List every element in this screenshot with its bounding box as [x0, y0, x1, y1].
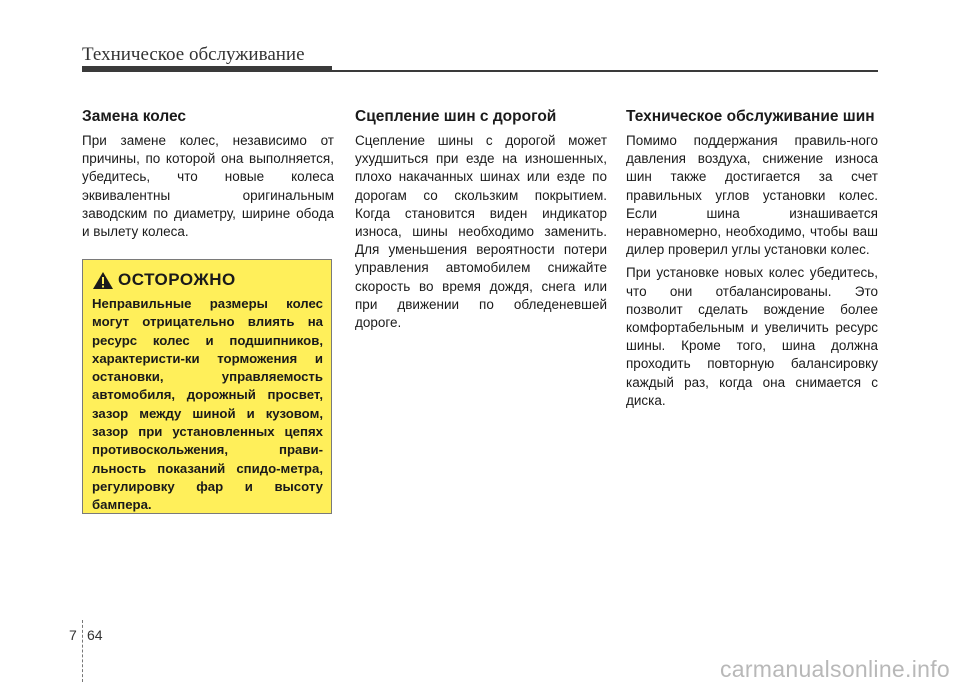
section-paragraph: При установке новых колес убедитесь, что они отбалансированы. Это позволит сделать вождение более комфортабельным и увеличить ресурс шины. Кроме того, шина должна проходить повторную балансировку каждый раз, когда она снимается с диска.	[626, 265, 878, 408]
section-paragraph: При замене колес, независимо от причины, по которой она выполняется, убедитесь, что новые колеса эквивалентны оригинальным заводским по диаметру, ширине обода и вылету колеса.	[82, 133, 334, 240]
page-header-title: Техническое обслуживание	[82, 44, 305, 65]
watermark: carmanualsonline.info	[719, 656, 950, 682]
page-number: 64	[87, 627, 103, 643]
footer-divider	[82, 620, 83, 682]
caution-title: ОСТОРОЖНО	[118, 270, 236, 289]
section-tire-maintenance	[626, 108, 878, 415]
section-wheel-replacement	[82, 108, 334, 246]
section-paragraph: Сцепление шины с дорогой может ухудшиться при езде на изношенных, плохо накачанных шинах или езде по дорогам со скользким покрытием. Когда становится виден индикатор износа, шины необходимо заменить. Для уменьшения вероятности потери управления автомобилем снижайте скорость во время дождя, снега или при движении по обледеневшей дороге.	[355, 133, 607, 331]
section-heading: Техническое обслуживание шин	[626, 108, 875, 125]
section-number: 7	[69, 627, 77, 643]
section-paragraph: Помимо поддержания правиль-ного давления воздуха, снижение износа шин также достигается за счет правильных углов установки колес. Если шина изнашивается неравномерно, необходимо, чтобы ваш дилер проверил углы установки колес.	[626, 133, 878, 258]
caution-header	[92, 270, 323, 290]
header-rule-thin	[332, 70, 878, 72]
section-tire-traction	[355, 108, 607, 337]
section-heading: Сцепление шин с дорогой	[355, 108, 557, 125]
header-rule-thick	[82, 66, 332, 72]
caution-text: Неправильные размеры колес могут отрицательно влиять на ресурс колес и подшипников, характеристи-ки торможения и остановки, управляемость автомобиля, дорожный просвет, зазор между шиной и кузовом, зазор при установленных цепях противоскольжения, прави-льность показаний спидо-метра, регулировку фар и высоту бампера.	[92, 296, 323, 513]
warning-triangle-icon	[92, 271, 114, 290]
caution-box	[82, 259, 332, 514]
section-heading: Замена колес	[82, 108, 187, 125]
